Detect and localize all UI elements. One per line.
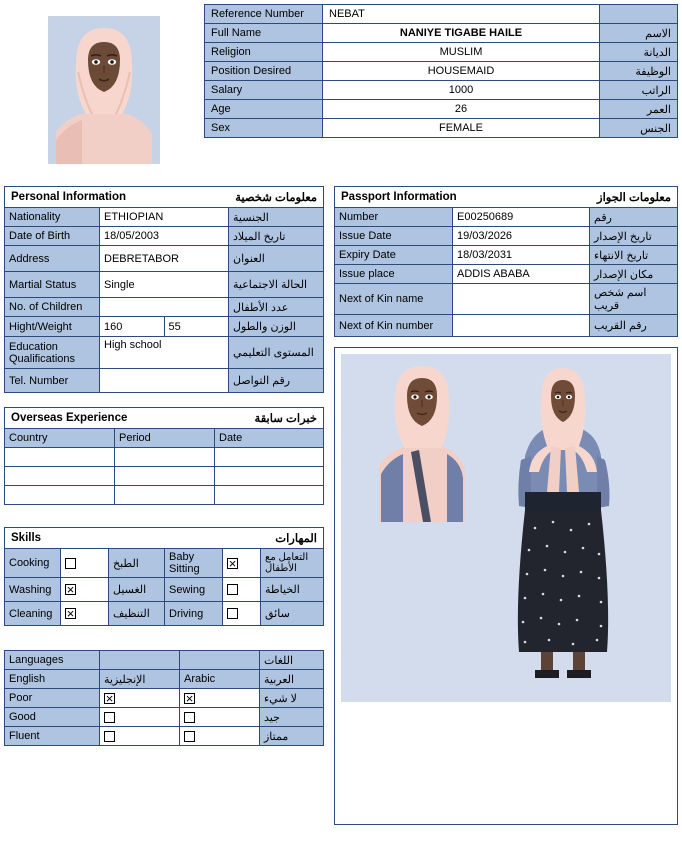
- skill-checkbox-cooking[interactable]: [61, 549, 109, 578]
- field-value: ETHIOPIAN: [100, 208, 229, 227]
- field-label-arabic: الديانة: [600, 43, 678, 62]
- field-label: Issue place: [335, 265, 453, 284]
- skill-label-washing-arabic: الغسيل: [109, 578, 165, 602]
- portrait-illustration: [48, 16, 160, 164]
- field-value: ADDIS ABABA: [453, 265, 590, 284]
- field-label-arabic: العنوان: [229, 246, 324, 272]
- skill-checkbox-baby-sitting[interactable]: [223, 549, 261, 578]
- field-value: 19/03/2026: [453, 227, 590, 246]
- field-label-arabic: اسم شخص قريب: [590, 284, 678, 315]
- checkbox-checked-icon[interactable]: [227, 558, 238, 569]
- column-header-english-arabic: الإنجليزية: [100, 670, 180, 689]
- language-level-poor: Poor: [5, 689, 100, 708]
- body-section: [4, 186, 678, 825]
- skill-label-driving-arabic: سائق: [261, 602, 324, 626]
- section-title: Personal Information: [11, 191, 127, 203]
- field-label: Education Qualifications: [5, 337, 100, 369]
- language-level-poor-arabic: لا شيء: [260, 689, 324, 708]
- table-row: [205, 100, 678, 119]
- table-header-row: [5, 670, 324, 689]
- field-label-arabic: الوظيفة: [600, 62, 678, 81]
- field-label-arabic: تاريخ الميلاد: [229, 227, 324, 246]
- field-value: [453, 315, 590, 337]
- section-title-arabic: المهارات: [275, 533, 317, 545]
- field-label: Religion: [205, 43, 323, 62]
- overseas-experience-header: [4, 407, 324, 428]
- fluent-english-checkbox[interactable]: [100, 727, 180, 746]
- table-row: [335, 265, 678, 284]
- cell-period: [115, 467, 215, 486]
- table-row: [5, 298, 324, 317]
- skills-table: [4, 548, 324, 626]
- table-row: [5, 708, 324, 727]
- table-row: [5, 317, 324, 337]
- checkbox-icon[interactable]: [184, 731, 195, 742]
- field-label-arabic: رقم التواصل: [229, 369, 324, 393]
- field-label-arabic: الجنسية: [229, 208, 324, 227]
- table-row: [205, 81, 678, 100]
- field-label: Next of Kin number: [335, 315, 453, 337]
- table-row: [335, 315, 678, 337]
- table-row: [5, 578, 324, 602]
- field-label-arabic: [600, 5, 678, 24]
- column-header: Date: [215, 429, 324, 448]
- skill-checkbox-driving[interactable]: [223, 602, 261, 626]
- table-row: [335, 208, 678, 227]
- skill-checkbox-cleaning[interactable]: [61, 602, 109, 626]
- section-title-arabic: خبرات سابقة: [254, 413, 317, 425]
- field-label: Expiry Date: [335, 246, 453, 265]
- language-level-good-arabic: جيد: [260, 708, 324, 727]
- skill-label-cooking-arabic: الطبخ: [109, 549, 165, 578]
- field-label-arabic: الحالة الاجتماعية: [229, 272, 324, 298]
- passport-information-table: [334, 207, 678, 337]
- field-value: [453, 284, 590, 315]
- field-value: NEBAT: [323, 5, 600, 24]
- field-label: Sex: [205, 119, 323, 138]
- column-header-arabic-arabic: العربية: [260, 670, 324, 689]
- header-section: [4, 4, 678, 176]
- section-title-arabic: اللغات: [260, 651, 324, 670]
- field-label: Position Desired: [205, 62, 323, 81]
- field-label-arabic: الجنس: [600, 119, 678, 138]
- field-value: HOUSEMAID: [323, 62, 600, 81]
- field-value: E00250689: [453, 208, 590, 227]
- checkbox-icon[interactable]: [65, 558, 76, 569]
- table-row: [205, 24, 678, 43]
- table-row: [5, 549, 324, 578]
- poor-arabic-checkbox[interactable]: [180, 689, 260, 708]
- checkbox-checked-icon[interactable]: [65, 608, 76, 619]
- checkbox-icon[interactable]: [104, 712, 115, 723]
- table-row: [335, 284, 678, 315]
- skill-label-cleaning-arabic: التنظيف: [109, 602, 165, 626]
- photos-panel: [334, 347, 678, 825]
- field-value: Single: [100, 272, 229, 298]
- checkbox-icon[interactable]: [104, 731, 115, 742]
- cell-period: [115, 486, 215, 505]
- field-label: Salary: [205, 81, 323, 100]
- table-row: [335, 246, 678, 265]
- language-level-good: Good: [5, 708, 100, 727]
- skill-label-baby-sitting-arabic: التعامل مع الأطفال: [261, 549, 324, 578]
- table-row: [5, 448, 324, 467]
- table-row: [5, 486, 324, 505]
- field-label: Age: [205, 100, 323, 119]
- good-english-checkbox[interactable]: [100, 708, 180, 727]
- table-row: [205, 119, 678, 138]
- table-row: [5, 337, 324, 369]
- field-label-arabic: المستوى التعليمي: [229, 337, 324, 369]
- table-row: [205, 43, 678, 62]
- field-label-arabic: العمر: [600, 100, 678, 119]
- overseas-experience-table: [4, 428, 324, 505]
- field-value: 18/03/2031: [453, 246, 590, 265]
- fluent-arabic-checkbox[interactable]: [180, 727, 260, 746]
- section-title: Overseas Experience: [11, 412, 128, 424]
- field-label-arabic: الراتب: [600, 81, 678, 100]
- checkbox-checked-icon[interactable]: [104, 693, 115, 704]
- field-label: Hight/Weight: [5, 317, 100, 337]
- skill-label-cleaning: Cleaning: [5, 602, 61, 626]
- skill-label-washing: Washing: [5, 578, 61, 602]
- field-value: NANIYE TIGABE HAILE: [323, 24, 600, 43]
- passport-information-header: [334, 186, 678, 207]
- field-label-arabic: رقم القريب: [590, 315, 678, 337]
- field-label: Next of Kin name: [335, 284, 453, 315]
- applicant-photos-illustration: [341, 354, 671, 702]
- column-header: Country: [5, 429, 115, 448]
- field-value: DEBRETABOR: [100, 246, 229, 272]
- table-row: [5, 369, 324, 393]
- field-label-arabic: تاريخ الإصدار: [590, 227, 678, 246]
- checkbox-icon[interactable]: [227, 608, 238, 619]
- skill-checkbox-sewing[interactable]: [223, 578, 261, 602]
- spacer-cell: [180, 651, 260, 670]
- checkbox-checked-icon[interactable]: [65, 584, 76, 595]
- field-value: 26: [323, 100, 600, 119]
- skill-label-cooking: Cooking: [5, 549, 61, 578]
- section-title: Languages: [5, 651, 100, 670]
- language-level-fluent: Fluent: [5, 727, 100, 746]
- table-row: [5, 727, 324, 746]
- field-label: Nationality: [5, 208, 100, 227]
- skill-checkbox-washing[interactable]: [61, 578, 109, 602]
- language-level-fluent-arabic: ممتاز: [260, 727, 324, 746]
- section-title-arabic: معلومات الجواز: [597, 192, 671, 204]
- personal-information-header: [4, 186, 324, 207]
- table-row: [5, 689, 324, 708]
- table-row: [5, 272, 324, 298]
- height-value: 160: [100, 317, 164, 336]
- skill-label-driving: Driving: [165, 602, 223, 626]
- spacer-cell: [100, 651, 180, 670]
- field-label: Reference Number: [205, 5, 323, 24]
- table-row: [5, 208, 324, 227]
- field-value: MUSLIM: [323, 43, 600, 62]
- cell-country: [5, 467, 115, 486]
- right-column: [334, 186, 678, 825]
- table-row: [5, 227, 324, 246]
- field-label-arabic: الاسم: [600, 24, 678, 43]
- section-title: Passport Information: [341, 191, 457, 203]
- field-value: 18/05/2003: [100, 227, 229, 246]
- field-value: 1000: [323, 81, 600, 100]
- field-label: Full Name: [205, 24, 323, 43]
- checkbox-icon[interactable]: [227, 584, 238, 595]
- cell-date: [215, 448, 324, 467]
- languages-table: [4, 650, 324, 746]
- cell-date: [215, 467, 324, 486]
- field-label: Number: [335, 208, 453, 227]
- field-label: Martial Status: [5, 272, 100, 298]
- column-header-arabic: Arabic: [180, 670, 260, 689]
- applicant-portrait-photo: [48, 16, 160, 164]
- field-value: High school: [100, 337, 229, 369]
- section-title-arabic: معلومات شخصية: [235, 192, 317, 204]
- good-arabic-checkbox[interactable]: [180, 708, 260, 727]
- column-header-english: English: [5, 670, 100, 689]
- field-value: [100, 369, 229, 393]
- field-value: [100, 298, 229, 317]
- field-label-arabic: مكان الإصدار: [590, 265, 678, 284]
- weight-value: 55: [168, 320, 181, 333]
- checkbox-checked-icon[interactable]: [184, 693, 195, 704]
- left-column: [4, 186, 324, 746]
- field-label: Address: [5, 246, 100, 272]
- personal-information-table: [4, 207, 324, 393]
- field-label: Issue Date: [335, 227, 453, 246]
- cell-country: [5, 486, 115, 505]
- photos-background: [341, 354, 671, 702]
- field-value: FEMALE: [323, 119, 600, 138]
- skills-header: [4, 527, 324, 548]
- field-label-arabic: تاريخ الانتهاء: [590, 246, 678, 265]
- languages-header-row: [5, 651, 324, 670]
- table-row: [205, 5, 678, 24]
- field-label: Tel. Number: [5, 369, 100, 393]
- header-fields-table-container: [204, 4, 678, 138]
- field-label: Date of Birth: [5, 227, 100, 246]
- table-row: [205, 62, 678, 81]
- column-header: Period: [115, 429, 215, 448]
- poor-english-checkbox[interactable]: [100, 689, 180, 708]
- skill-label-sewing: Sewing: [165, 578, 223, 602]
- field-label-arabic: الوزن والطول: [229, 317, 324, 337]
- skill-label-baby-sitting: Baby Sitting: [165, 549, 223, 578]
- table-row: [335, 227, 678, 246]
- table-header-row: [5, 429, 324, 448]
- skill-label-sewing-arabic: الخياطة: [261, 578, 324, 602]
- cell-country: [5, 448, 115, 467]
- table-row: [5, 602, 324, 626]
- table-row: [5, 467, 324, 486]
- cell-date: [215, 486, 324, 505]
- section-title: Skills: [11, 532, 42, 544]
- cell-period: [115, 448, 215, 467]
- field-label-arabic: رقم: [590, 208, 678, 227]
- checkbox-icon[interactable]: [184, 712, 195, 723]
- field-label: No. of Children: [5, 298, 100, 317]
- table-row: [5, 246, 324, 272]
- field-label-arabic: عدد الأطفال: [229, 298, 324, 317]
- height-weight-cell: [100, 317, 229, 337]
- portrait-photo-container: [4, 4, 204, 176]
- header-fields-table: [204, 4, 678, 138]
